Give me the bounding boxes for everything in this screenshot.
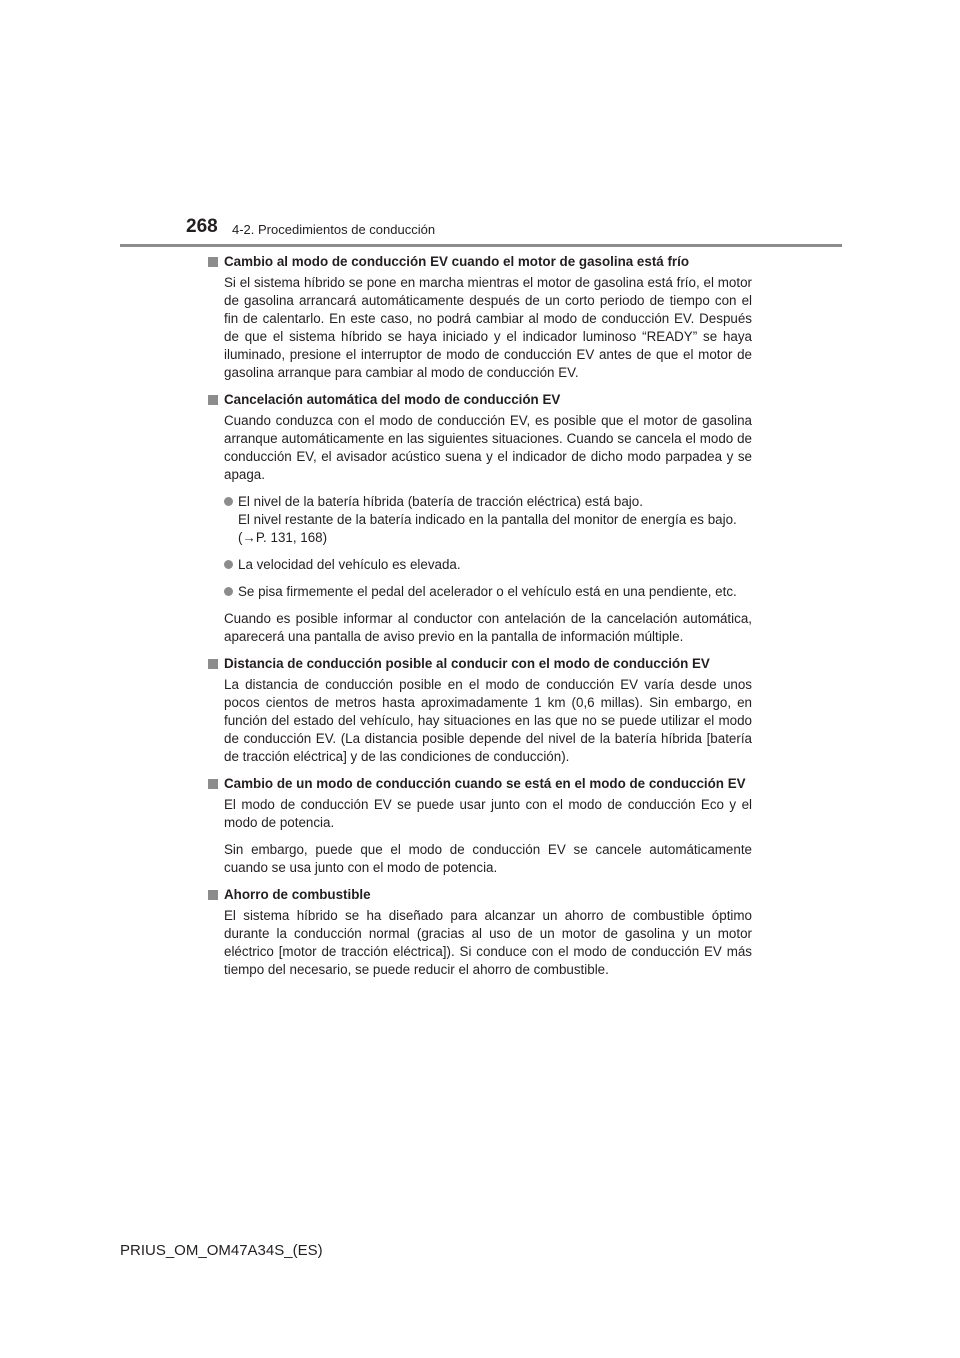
list-item: La velocidad del vehículo es elevada. xyxy=(224,556,752,574)
section-heading: Distancia de conducción posible al conducir con el modo de conducción EV xyxy=(208,655,752,673)
page-content xyxy=(208,253,752,988)
section-title: 4-2. Procedimientos de conducción xyxy=(232,222,436,237)
paragraph: La distancia de conducción posible en el modo de conducción EV varía desde unos pocos cientos de metros hasta aproximadamente 1 km (0,6 millas). Sin embargo, en función del estado del vehículo, hay situaciones en las que no se puede utilizar el modo de conducción EV. (La distancia posible depende del nivel de la batería híbrida [batería de tracción eléctrica] y de las condiciones de conducción). xyxy=(224,677,752,764)
paragraph: Cuando es posible informar al conductor con antelación de la cancelación automática, aparecerá una pantalla de aviso previo en la pantalla de información múltiple. xyxy=(224,611,752,644)
section-heading: Cancelación automática del modo de conducción EV xyxy=(208,391,752,409)
paragraph: El modo de conducción EV se puede usar junto con el modo de conducción Eco y el modo de potencia. xyxy=(224,797,752,830)
paragraph: Cuando conduzca con el modo de conducción EV, es posible que el motor de gasolina arranque automáticamente en las siguientes situaciones. Cuando se cancela el modo de conducción EV, el avisador acústico suena y el indicador de dicho modo parpadea y se apaga. xyxy=(224,413,752,482)
page-number: 268 xyxy=(186,216,218,237)
square-bullet-icon xyxy=(208,890,218,900)
paragraph: El sistema híbrido se ha diseñado para alcanzar un ahorro de combustible óptimo durante la conducción normal (gracias al uso de un motor de gasolina y un motor eléctrico [motor de tracción eléctrica]). Si conduce con el modo de conducción EV más tiempo del necesario, se puede reducir el ahorro de combustible. xyxy=(224,908,752,977)
document-code: PRIUS_OM_OM47A34S_(ES) xyxy=(120,1242,323,1259)
square-bullet-icon xyxy=(208,395,218,405)
section-heading: Ahorro de combustible xyxy=(208,886,752,904)
list-item: El nivel de la batería híbrida (batería de tracción eléctrica) está bajo. El nivel restante de la batería indicado en la pantalla del monitor de energía es bajo. (→P. 131, 168) xyxy=(224,493,752,547)
square-bullet-icon xyxy=(208,659,218,669)
paragraph: Sin embargo, puede que el modo de conducción EV se cancele automáticamente cuando se usa junto con el modo de potencia. xyxy=(224,842,752,875)
section-heading: Cambio de un modo de conducción cuando se está en el modo de conducción EV xyxy=(208,775,752,793)
section-heading: Cambio al modo de conducción EV cuando el motor de gasolina está frío xyxy=(208,253,752,271)
paragraph: Si el sistema híbrido se pone en marcha mientras el motor de gasolina está frío, el motor de gasolina arrancará automáticamente después de un corto periodo de tiempo con el fin de calentarlo. En este caso, no podrá cambiar al modo de conducción EV. Después de que el sistema híbrido se haya iniciado y el indicador luminoso “READY” se haya iluminado, presione el interruptor de modo de conducción EV antes de que el motor de gasolina arranque para cambiar al modo de conducción EV. xyxy=(224,275,752,380)
list-item: Se pisa firmemente el pedal del acelerador o el vehículo está en una pendiente, etc. xyxy=(224,583,752,601)
circle-bullet-icon xyxy=(224,497,233,506)
header-rule xyxy=(120,244,842,247)
circle-bullet-icon xyxy=(224,587,233,596)
square-bullet-icon xyxy=(208,779,218,789)
square-bullet-icon xyxy=(208,257,218,267)
circle-bullet-icon xyxy=(224,560,233,569)
page-reference: (→P. 131, 168) xyxy=(238,530,328,545)
